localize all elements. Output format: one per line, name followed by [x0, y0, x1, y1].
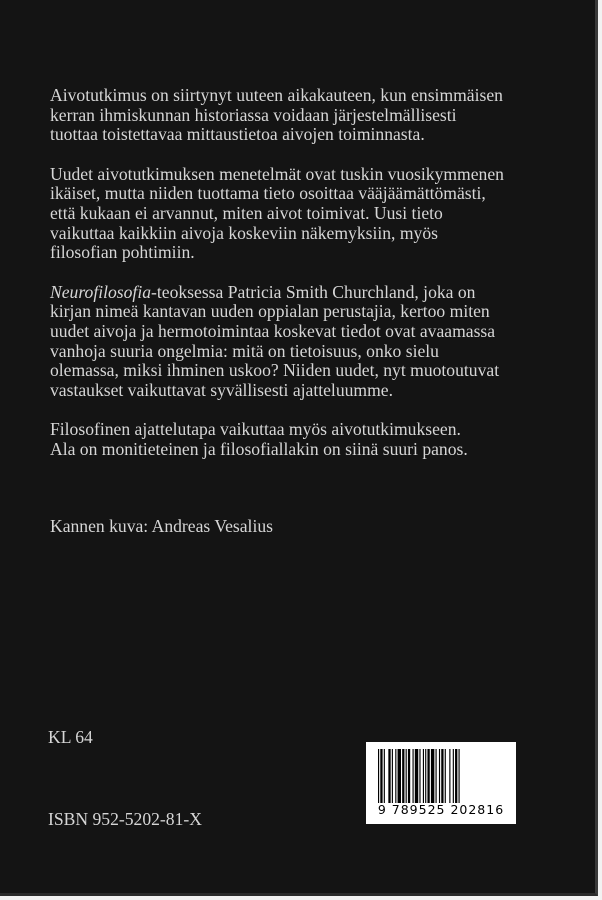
classification-code: KL 64: [48, 727, 93, 747]
blurb-paragraph-1: [50, 86, 530, 145]
barcode-bar: [455, 749, 457, 803]
barcode-bar: [445, 749, 446, 803]
barcode-bar: [402, 749, 404, 803]
text-line: Uudet aivotutkimuksen menetelmät ovat tuskin vuosikymmenen: [50, 163, 504, 184]
barcode-bar: [449, 749, 450, 803]
blurb-paragraph-3: [50, 283, 530, 401]
barcode-bar: [392, 749, 393, 803]
text-line: vaikuttaa kaikkiin aivoja koskeviin näkemyksiin, myös: [50, 222, 438, 243]
barcode-bar: [415, 749, 418, 803]
barcode-bar: [384, 749, 385, 803]
text-line: että kukaan ei arvannut, miten aivot toimivat. Uusi tieto: [50, 202, 443, 223]
text-line: kirjan nimeä kantavan uuden oppialan perustajia, kertoo miten: [50, 301, 490, 322]
barcode-bars: [376, 749, 506, 803]
barcode-bar: [453, 749, 454, 803]
barcode: [366, 742, 516, 824]
barcode-bar: [408, 749, 410, 803]
text-line: Ala on monitieteinen ja filosofiallakin on siinä suuri panos.: [50, 438, 468, 459]
book-title-italic: Neurofilosofia: [50, 281, 152, 302]
text-line: kerran ihmiskunnan historiassa voidaan järjestelmällisesti: [50, 104, 457, 125]
blurb-text: [50, 86, 530, 480]
barcode-bar: [413, 749, 414, 803]
barcode-digits: 9 789525 202816: [377, 802, 505, 817]
barcode-bar: [431, 749, 434, 803]
text-line: Filosofinen ajattelutapa vaikuttaa myös aivotutkimukseen.: [50, 419, 461, 440]
barcode-bar: [439, 749, 440, 803]
barcode-bar: [378, 749, 379, 803]
barcode-bar: [395, 749, 396, 803]
text-line-rest: -teoksessa Patricia Smith Churchland, joka on: [151, 281, 476, 302]
barcode-bar: [380, 749, 382, 803]
text-line: ikäiset, mutta niiden tuottama tieto osoittaa vääjäämättömästi,: [50, 183, 486, 204]
blurb-paragraph-4: [50, 420, 530, 459]
barcode-bar: [423, 749, 424, 803]
barcode-bar: [406, 749, 407, 803]
isbn: ISBN 952-5202-81-X: [48, 809, 202, 829]
barcode-bar: [419, 749, 420, 803]
text-line: tuottaa toistettavaa mittaustietoa aivojen toiminnasta.: [50, 124, 425, 145]
text-line: vanhoja suuria ongelmia: mitä on tietoisuus, onko sielu: [50, 340, 439, 361]
cover-credit: Kannen kuva: Andreas Vesalius: [50, 516, 273, 536]
text-line: filosofian pohtimiin.: [50, 242, 195, 263]
blurb-paragraph-2: [50, 165, 530, 263]
barcode-bar: [441, 749, 443, 803]
barcode-bar: [436, 749, 437, 803]
barcode-bar: [388, 749, 390, 803]
text-line: [50, 283, 530, 303]
barcode-bar: [459, 749, 460, 803]
text-line: vastaukset vaikuttavat syvällisesti ajatteluumme.: [50, 379, 393, 400]
text-line: uudet aivoja ja hermotoimintaa koskevat tiedot ovat avaamassa: [50, 320, 496, 341]
text-line: olemassa, miksi ihminen uskoo? Niiden uudet, nyt muotoutuvat: [50, 360, 500, 381]
barcode-bar: [398, 749, 401, 803]
barcode-bar: [427, 749, 429, 803]
text-line: Aivotutkimus on siirtynyt uuteen aikakauteen, kun ensimmäisen: [50, 85, 503, 105]
barcode-bar: [425, 749, 426, 803]
